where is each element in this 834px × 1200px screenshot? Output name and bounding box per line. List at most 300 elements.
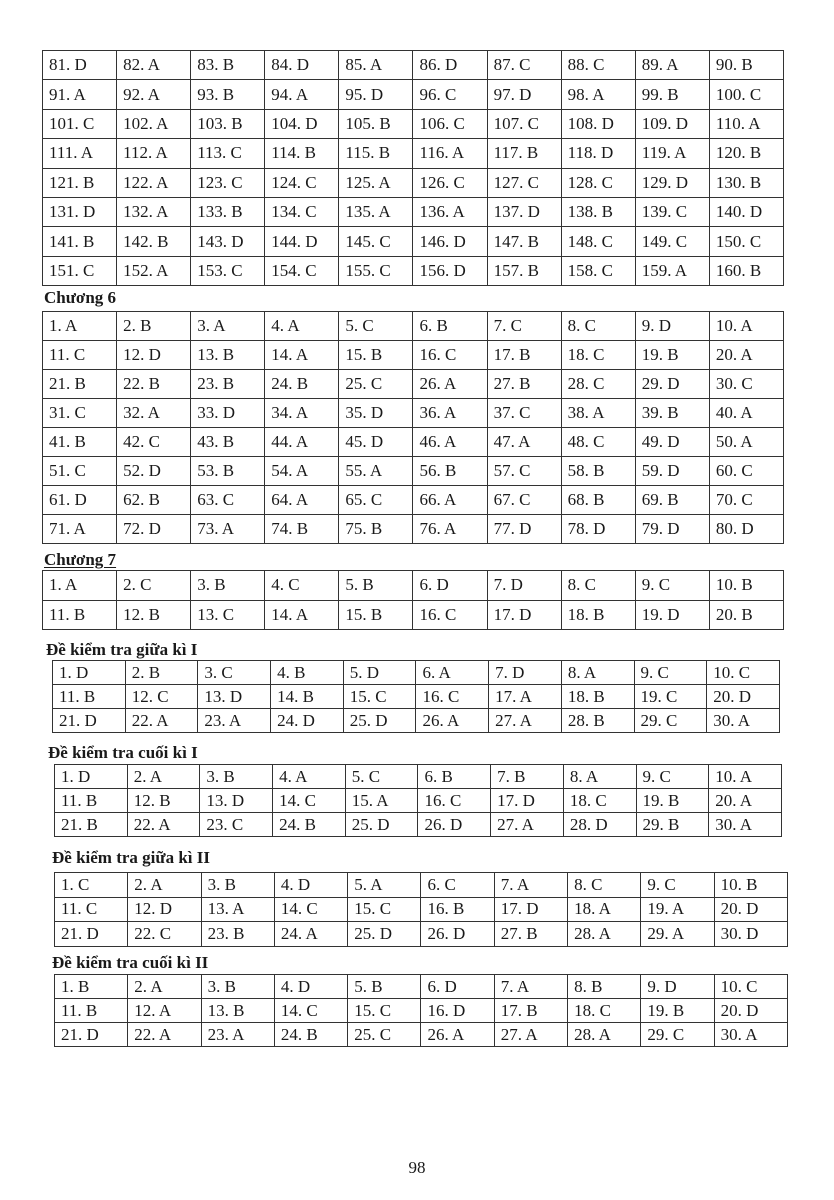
answer-cell: 126. C	[413, 168, 487, 197]
answer-cell: 42. C	[117, 428, 191, 457]
answer-cell: 26. D	[421, 922, 494, 947]
answer-cell: 15. A	[345, 789, 418, 813]
answer-cell: 30. A	[709, 813, 782, 837]
answer-cell: 28. D	[563, 813, 636, 837]
answer-cell: 14. C	[273, 789, 346, 813]
answer-cell: 12. A	[128, 999, 201, 1023]
answer-cell: 21. D	[53, 709, 126, 733]
answer-cell: 11. B	[53, 685, 126, 709]
answer-cell: 73. A	[191, 515, 265, 544]
answer-cell: 14. A	[265, 600, 339, 630]
answer-cell: 26. A	[413, 370, 487, 399]
table-row	[43, 370, 784, 399]
answer-cell: 119. A	[635, 139, 709, 168]
page-number: 98	[408, 1158, 426, 1177]
answer-cell: 136. A	[413, 197, 487, 226]
answer-cell: 8. C	[561, 312, 635, 341]
answer-cell: 24. A	[274, 922, 347, 947]
table-row	[43, 227, 784, 256]
table-row	[55, 999, 788, 1023]
answer-cell: 107. C	[487, 109, 561, 138]
answer-cell: 144. D	[265, 227, 339, 256]
answer-cell: 1. D	[55, 765, 128, 789]
answer-cell: 29. C	[641, 1023, 714, 1047]
answer-cell: 30. C	[709, 370, 783, 399]
answer-cell: 10. B	[714, 873, 787, 898]
answer-cell: 115. B	[339, 139, 413, 168]
table-row	[43, 428, 784, 457]
answer-cell: 18. A	[568, 897, 641, 922]
answer-cell: 27. A	[494, 1023, 567, 1047]
answer-cell: 5. D	[343, 661, 416, 685]
answer-cell: 15. C	[343, 685, 416, 709]
answer-cell: 145. C	[339, 227, 413, 256]
answer-cell: 28. A	[568, 922, 641, 947]
answer-cell: 77. D	[487, 515, 561, 544]
answer-cell: 5. A	[348, 873, 421, 898]
answer-cell: 101. C	[43, 109, 117, 138]
table-row	[43, 256, 784, 285]
answer-cell: 20. D	[714, 897, 787, 922]
answer-cell: 20. B	[709, 600, 783, 630]
answer-cell: 10. C	[714, 975, 787, 999]
answer-cell: 72. D	[117, 515, 191, 544]
answer-cell: 116. A	[413, 139, 487, 168]
answer-cell: 80. D	[709, 515, 783, 544]
answer-cell: 17. B	[487, 341, 561, 370]
answer-cell: 59. D	[635, 457, 709, 486]
answer-cell: 16. C	[413, 600, 487, 630]
answer-cell: 12. B	[127, 789, 200, 813]
section-midterm-2	[52, 848, 210, 867]
section-midterm-2-table-wrap	[54, 872, 788, 947]
section-title: Đề kiểm tra giữa kì II	[52, 848, 210, 867]
answer-cell: 130. B	[709, 168, 783, 197]
answer-cell: 14. C	[274, 999, 347, 1023]
answer-cell: 146. D	[413, 227, 487, 256]
answer-cell: 25. C	[348, 1023, 421, 1047]
table-row	[43, 486, 784, 515]
answer-cell: 137. D	[487, 197, 561, 226]
answer-cell: 11. C	[55, 897, 128, 922]
answer-cell: 147. B	[487, 227, 561, 256]
answer-cell: 98. A	[561, 80, 635, 109]
answer-cell: 19. B	[635, 341, 709, 370]
answer-cell: 96. C	[413, 80, 487, 109]
section-chapter-6	[44, 288, 116, 307]
answer-cell: 67. C	[487, 486, 561, 515]
answer-cell: 6. B	[418, 765, 491, 789]
answer-table	[54, 872, 788, 947]
answer-cell: 8. C	[561, 571, 635, 601]
answer-cell: 20. A	[709, 789, 782, 813]
answer-cell: 49. D	[635, 428, 709, 457]
answer-cell: 38. A	[561, 399, 635, 428]
answer-cell: 17. D	[494, 897, 567, 922]
answer-cell: 4. A	[273, 765, 346, 789]
table-row	[43, 571, 784, 601]
answer-cell: 17. B	[494, 999, 567, 1023]
answer-cell: 3. B	[191, 571, 265, 601]
answer-cell: 74. B	[265, 515, 339, 544]
answer-cell: 124. C	[265, 168, 339, 197]
answer-cell: 1. C	[55, 873, 128, 898]
answer-cell: 82. A	[117, 51, 191, 80]
answer-cell: 27. B	[494, 922, 567, 947]
answer-cell: 117. B	[487, 139, 561, 168]
answer-cell: 22. A	[128, 1023, 201, 1047]
answer-cell: 20. D	[707, 685, 780, 709]
section-title: Chương 6	[44, 288, 117, 307]
answer-cell: 131. D	[43, 197, 117, 226]
answer-cell: 87. C	[487, 51, 561, 80]
answer-cell: 62. B	[117, 486, 191, 515]
answer-cell: 7. D	[487, 571, 561, 601]
answer-cell: 129. D	[635, 168, 709, 197]
answer-cell: 66. A	[413, 486, 487, 515]
section-final-2-table-wrap	[54, 974, 788, 1047]
answer-cell: 9. C	[641, 873, 714, 898]
answer-cell: 8. B	[568, 975, 641, 999]
answer-cell: 97. D	[487, 80, 561, 109]
answer-cell: 3. C	[198, 661, 271, 685]
answer-cell: 28. C	[561, 370, 635, 399]
answer-cell: 47. A	[487, 428, 561, 457]
answer-cell: 109. D	[635, 109, 709, 138]
answer-cell: 40. A	[709, 399, 783, 428]
answer-cell: 114. B	[265, 139, 339, 168]
answer-cell: 152. A	[117, 256, 191, 285]
answer-cell: 99. B	[635, 80, 709, 109]
answer-cell: 41. B	[43, 428, 117, 457]
answer-cell: 23. B	[201, 922, 274, 947]
table-row	[55, 789, 782, 813]
answer-cell: 13. D	[198, 685, 271, 709]
answer-cell: 13. D	[200, 789, 273, 813]
table-row	[43, 139, 784, 168]
section-chapter-6-table-wrap	[42, 311, 784, 544]
answer-cell: 108. D	[561, 109, 635, 138]
answer-cell: 15. B	[339, 600, 413, 630]
answer-cell: 12. D	[117, 341, 191, 370]
table-row	[43, 312, 784, 341]
answer-cell: 14. A	[265, 341, 339, 370]
answer-cell: 150. C	[709, 227, 783, 256]
answer-cell: 128. C	[561, 168, 635, 197]
answer-cell: 37. C	[487, 399, 561, 428]
answer-cell: 151. C	[43, 256, 117, 285]
answer-cell: 148. C	[561, 227, 635, 256]
table-row	[43, 168, 784, 197]
answer-cell: 71. A	[43, 515, 117, 544]
answer-cell: 111. A	[43, 139, 117, 168]
table-row	[43, 600, 784, 630]
answer-table	[42, 50, 784, 286]
answer-cell: 8. A	[563, 765, 636, 789]
answer-cell: 65. C	[339, 486, 413, 515]
section-final-1-table-wrap	[54, 764, 782, 837]
answer-cell: 106. C	[413, 109, 487, 138]
answer-cell: 11. B	[55, 999, 128, 1023]
answer-cell: 7. A	[494, 975, 567, 999]
answer-cell: 18. C	[563, 789, 636, 813]
answer-cell: 140. D	[709, 197, 783, 226]
answer-cell: 113. C	[191, 139, 265, 168]
section-title: Đề kiểm tra cuối kì II	[52, 953, 209, 972]
table-row	[55, 975, 788, 999]
answer-cell: 3. B	[201, 975, 274, 999]
answer-cell: 19. D	[635, 600, 709, 630]
answer-cell: 121. B	[43, 168, 117, 197]
answer-cell: 21. D	[55, 922, 128, 947]
section-chapter-7	[44, 550, 116, 569]
answer-cell: 26. A	[416, 709, 489, 733]
answer-cell: 20. D	[714, 999, 787, 1023]
answer-cell: 6. D	[421, 975, 494, 999]
answer-table	[52, 660, 780, 733]
section-midterm-1	[46, 640, 197, 659]
answer-cell: 6. B	[413, 312, 487, 341]
answer-cell: 1. A	[43, 571, 117, 601]
answer-cell: 52. D	[117, 457, 191, 486]
answer-cell: 25. D	[343, 709, 416, 733]
answer-cell: 13. B	[191, 341, 265, 370]
answer-cell: 29. D	[635, 370, 709, 399]
table-row	[55, 922, 788, 947]
answer-cell: 75. B	[339, 515, 413, 544]
answer-cell: 24. D	[271, 709, 344, 733]
answer-cell: 81. D	[43, 51, 117, 80]
answer-cell: 4. A	[265, 312, 339, 341]
answer-cell: 57. C	[487, 457, 561, 486]
answer-cell: 28. A	[568, 1023, 641, 1047]
answer-cell: 16. B	[421, 897, 494, 922]
answer-cell: 9. D	[641, 975, 714, 999]
section-midterm-1-table-wrap	[52, 660, 780, 733]
answer-cell: 16. C	[416, 685, 489, 709]
answer-cell: 35. D	[339, 399, 413, 428]
answer-cell: 15. C	[348, 897, 421, 922]
answer-cell: 32. A	[117, 399, 191, 428]
answer-cell: 3. A	[191, 312, 265, 341]
table-row	[55, 873, 788, 898]
answer-table	[42, 311, 784, 544]
table-row	[55, 813, 782, 837]
answer-cell: 23. A	[198, 709, 271, 733]
answer-cell: 26. A	[421, 1023, 494, 1047]
answer-table	[54, 974, 788, 1047]
answer-cell: 154. C	[265, 256, 339, 285]
answer-cell: 7. B	[491, 765, 564, 789]
answer-cell: 1. B	[55, 975, 128, 999]
answer-cell: 20. A	[709, 341, 783, 370]
answer-cell: 12. C	[125, 685, 198, 709]
answer-cell: 120. B	[709, 139, 783, 168]
answer-cell: 76. A	[413, 515, 487, 544]
answer-cell: 18. B	[561, 685, 634, 709]
answer-cell: 25. D	[348, 922, 421, 947]
answer-cell: 156. D	[413, 256, 487, 285]
answer-cell: 138. B	[561, 197, 635, 226]
answer-cell: 102. A	[117, 109, 191, 138]
answer-cell: 23. A	[201, 1023, 274, 1047]
answer-table	[42, 570, 784, 630]
answer-cell: 100. C	[709, 80, 783, 109]
answer-cell: 9. C	[636, 765, 709, 789]
answer-cell: 79. D	[635, 515, 709, 544]
answer-cell: 25. D	[345, 813, 418, 837]
table-row	[53, 661, 780, 685]
answer-cell: 133. B	[191, 197, 265, 226]
answer-cell: 22. C	[128, 922, 201, 947]
answer-cell: 104. D	[265, 109, 339, 138]
answer-cell: 105. B	[339, 109, 413, 138]
answer-cell: 143. D	[191, 227, 265, 256]
answer-cell: 14. C	[274, 897, 347, 922]
answer-cell: 34. A	[265, 399, 339, 428]
answer-cell: 2. C	[117, 571, 191, 601]
section-chapter-7-table-wrap	[42, 570, 784, 630]
answer-cell: 30. D	[714, 922, 787, 947]
table-row	[55, 897, 788, 922]
answer-cell: 19. B	[636, 789, 709, 813]
answer-cell: 160. B	[709, 256, 783, 285]
answer-cell: 43. B	[191, 428, 265, 457]
answer-cell: 122. A	[117, 168, 191, 197]
answer-cell: 11. C	[43, 341, 117, 370]
answer-cell: 18. C	[561, 341, 635, 370]
answer-cell: 19. A	[641, 897, 714, 922]
answer-cell: 29. A	[641, 922, 714, 947]
table-row	[43, 80, 784, 109]
answer-cell: 27. B	[487, 370, 561, 399]
answer-cell: 51. C	[43, 457, 117, 486]
answer-cell: 2. A	[128, 873, 201, 898]
answer-cell: 123. C	[191, 168, 265, 197]
section-title: Đề kiểm tra giữa kì I	[46, 640, 198, 659]
answer-cell: 7. C	[487, 312, 561, 341]
answer-cell: 2. B	[125, 661, 198, 685]
answer-cell: 7. D	[489, 661, 562, 685]
answer-cell: 93. B	[191, 80, 265, 109]
answer-cell: 48. C	[561, 428, 635, 457]
table-row	[43, 341, 784, 370]
answer-cell: 1. A	[43, 312, 117, 341]
answer-cell: 78. D	[561, 515, 635, 544]
answer-cell: 158. C	[561, 256, 635, 285]
answer-cell: 112. A	[117, 139, 191, 168]
answer-cell: 63. C	[191, 486, 265, 515]
answer-cell: 55. A	[339, 457, 413, 486]
answer-cell: 18. B	[561, 600, 635, 630]
answer-cell: 141. B	[43, 227, 117, 256]
table-row	[43, 109, 784, 138]
answer-cell: 18. C	[568, 999, 641, 1023]
answer-cell: 2. A	[127, 765, 200, 789]
table-row	[55, 765, 782, 789]
answer-cell: 110. A	[709, 109, 783, 138]
answer-cell: 5. C	[339, 312, 413, 341]
answer-cell: 6. C	[421, 873, 494, 898]
answer-cell: 90. B	[709, 51, 783, 80]
answer-cell: 22. B	[117, 370, 191, 399]
answer-cell: 24. B	[274, 1023, 347, 1047]
answer-cell: 125. A	[339, 168, 413, 197]
answer-table	[54, 764, 782, 837]
answer-cell: 4. D	[274, 873, 347, 898]
answer-cell: 139. C	[635, 197, 709, 226]
answer-cell: 118. D	[561, 139, 635, 168]
answer-cell: 70. C	[709, 486, 783, 515]
answer-cell: 157. B	[487, 256, 561, 285]
answer-cell: 103. B	[191, 109, 265, 138]
answer-cell: 4. B	[271, 661, 344, 685]
answer-cell: 88. C	[561, 51, 635, 80]
table-row	[55, 1023, 788, 1047]
answer-cell: 10. A	[709, 765, 782, 789]
answer-cell: 3. B	[201, 873, 274, 898]
answer-cell: 5. C	[345, 765, 418, 789]
answer-cell: 4. D	[274, 975, 347, 999]
answer-cell: 6. A	[416, 661, 489, 685]
answer-cell: 21. B	[55, 813, 128, 837]
answer-cell: 2. A	[128, 975, 201, 999]
answer-cell: 8. A	[561, 661, 634, 685]
answer-cell: 53. B	[191, 457, 265, 486]
answer-cell: 92. A	[117, 80, 191, 109]
answer-cell: 50. A	[709, 428, 783, 457]
answer-cell: 95. D	[339, 80, 413, 109]
answer-cell: 26. D	[418, 813, 491, 837]
answer-cell: 1. D	[53, 661, 126, 685]
answer-cell: 85. A	[339, 51, 413, 80]
answer-cell: 13. C	[191, 600, 265, 630]
answer-cell: 135. A	[339, 197, 413, 226]
answer-cell: 11. B	[55, 789, 128, 813]
answer-cell: 29. B	[636, 813, 709, 837]
answer-cell: 22. A	[125, 709, 198, 733]
answer-cell: 54. A	[265, 457, 339, 486]
answer-cell: 83. B	[191, 51, 265, 80]
answer-cell: 3. B	[200, 765, 273, 789]
answer-cell: 7. A	[494, 873, 567, 898]
answer-cell: 16. C	[413, 341, 487, 370]
answer-cell: 142. B	[117, 227, 191, 256]
table-row	[43, 197, 784, 226]
answer-cell: 16. D	[421, 999, 494, 1023]
answer-cell: 86. D	[413, 51, 487, 80]
table-row	[53, 709, 780, 733]
answer-cell: 24. B	[265, 370, 339, 399]
answer-cell: 46. A	[413, 428, 487, 457]
answer-cell: 84. D	[265, 51, 339, 80]
answer-cell: 30. A	[714, 1023, 787, 1047]
answer-cell: 9. C	[635, 571, 709, 601]
answer-cell: 24. B	[273, 813, 346, 837]
table-row	[43, 51, 784, 80]
answer-cell: 22. A	[127, 813, 200, 837]
answer-cell: 68. B	[561, 486, 635, 515]
answer-cell: 12. D	[128, 897, 201, 922]
answer-cell: 19. B	[641, 999, 714, 1023]
section-continued-answers	[42, 50, 784, 286]
answer-cell: 36. A	[413, 399, 487, 428]
answer-cell: 11. B	[43, 600, 117, 630]
section-title: Đề kiểm tra cuối kì I	[48, 743, 198, 762]
answer-cell: 64. A	[265, 486, 339, 515]
answer-cell: 23. C	[200, 813, 273, 837]
answer-cell: 25. C	[339, 370, 413, 399]
